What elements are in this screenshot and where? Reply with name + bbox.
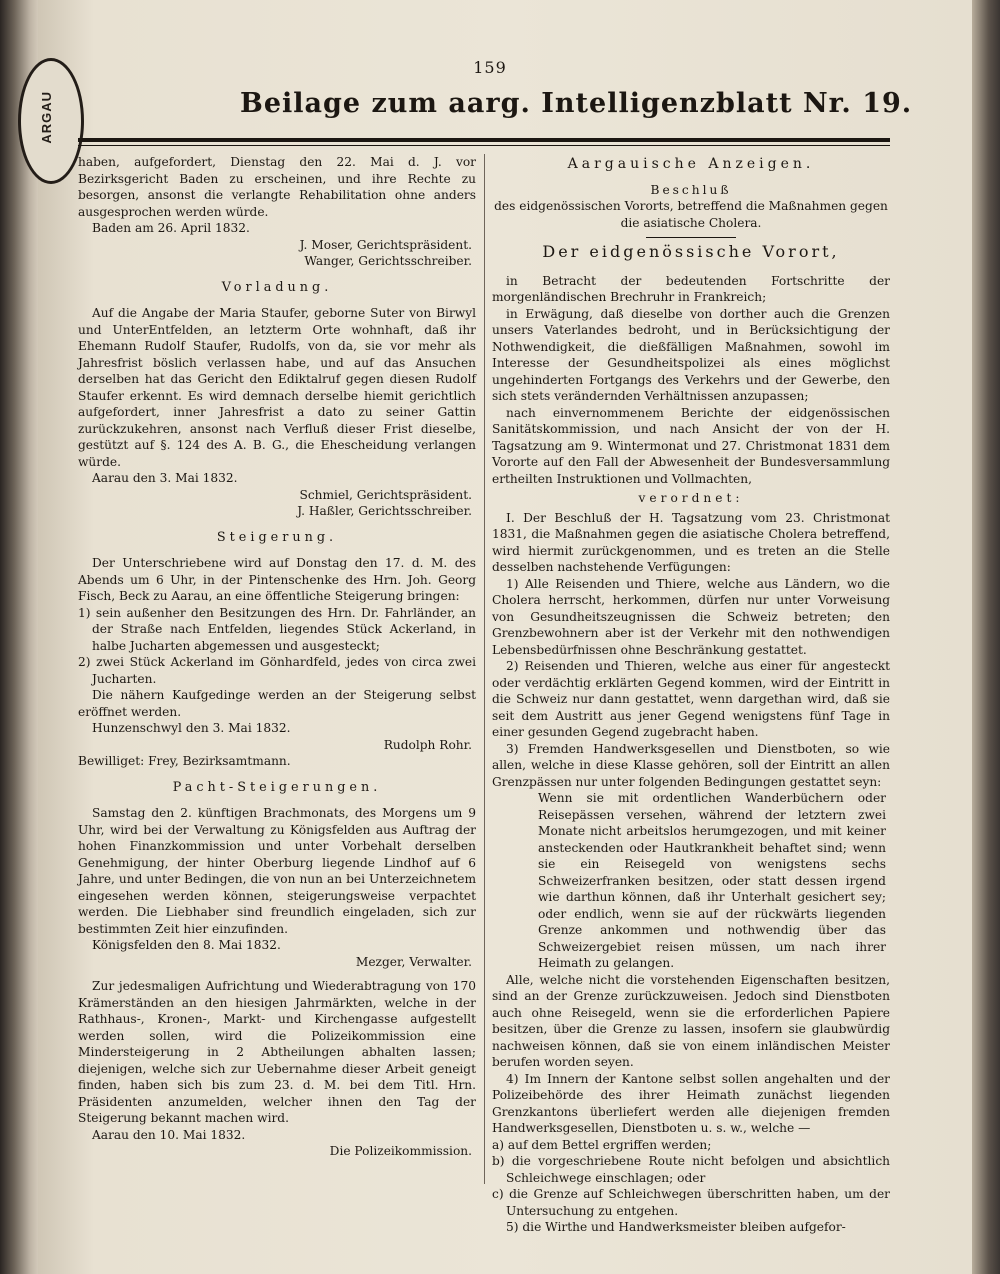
beschluss-heading: Beschluß: [650, 182, 732, 197]
vorladung-signature-1: Schmiel, Gerichtspräsident.: [299, 487, 472, 502]
right-column: [492, 154, 890, 1236]
header-rule-thin: [78, 145, 890, 146]
steigerung-heading: Steigerung.: [216, 529, 338, 545]
page-number: 159: [473, 58, 507, 77]
consideration-1: in Betracht der bedeutenden Fortschritte der morgenländischen Brechruhr in Frankreich;: [492, 273, 890, 304]
markt-date: Aarau den 10. Mai 1832.: [92, 1127, 246, 1142]
article-1-5: 5) die Wirthe und Handwerksmeister bleiben aufgefor-: [506, 1220, 846, 1234]
consideration-3: nach einvernommenem Berichte der eidgenössischen Sanitätskommission, und nach Ansicht der von der H. Tagsatzung am 9. Wintermonat und 27. Christmonat 1831 dem Vororte auf den Fall der Abwesenheit der Bundesversammlung ertheilten Instruktionen und Vollmachten,: [492, 405, 890, 486]
pacht-heading: Pacht-Steigerungen.: [172, 779, 382, 795]
article-1-1: 1) Alle Reisenden und Thiere, welche aus Ländern, wo die Cholera herrscht, herkommen, dürfen nur unter Vorweisung von Gesundheitszeugnissen die Schweiz betreten; den Grenzbewohnern aber ist der Verkehr mit den nothwendigen Lebensbedürfnissen ohne Beschränkung gestattet.: [492, 576, 890, 657]
column-divider: [484, 154, 485, 1184]
left-column: [78, 154, 476, 1160]
continued-date: Baden am 26. April 1832.: [92, 221, 250, 235]
page-title: Beilage zum aarg. Intelligenzblatt Nr. 19.: [240, 88, 913, 119]
sub-item-b: b) die vorgeschriebene Route nicht befolgen und absichtlich Schleichwege einschlagen; oder: [492, 1154, 890, 1185]
header-rule-thick: [78, 138, 890, 142]
consideration-2: in Erwägung, daß dieselbe von dorther auch die Grenzen unsers Vaterlandes bedroht, und in Berücksichtigung der Nothwendigkeit, die dießfälligen Maßnahmen, sowohl im Interesse der Gesundheitspolizei als eines möglichst ungehinderten Fortgangs des Verkehrs und der Gewerbe, den sich stets verändernden Verhältnissen anzupassen;: [492, 306, 890, 403]
library-stamp: [18, 58, 84, 184]
steigerung-signature: Rudolph Rohr.: [383, 737, 472, 752]
article-1-2: 2) Reisenden und Thieren, welche aus einer für angesteckt oder verdächtig erklärten Gegend kommen, wird der Eintritt in die Schweiz nur dann gestattet, wenn dargethan wird, daß sie seit dem Austritt aus jener Gegend wenigstens fünf Tage in einer gesunden Gegend zugebracht haben.: [492, 659, 890, 739]
stamp-text: ARGAU: [39, 91, 54, 144]
vorladung-date: Aarau den 3. Mai 1832.: [92, 471, 238, 485]
verordnet-heading: verordnet:: [638, 491, 744, 505]
book-spine: [0, 0, 40, 1274]
continued-signature-2: Wanger, Gerichtsschreiber.: [304, 254, 472, 268]
continued-signature-1: J. Moser, Gerichtspräsident.: [299, 237, 472, 252]
section-heading: Aargauische Anzeigen.: [567, 156, 815, 172]
vorladung-body: Auf die Angabe der Maria Staufer, geborne Suter von Birwyl und UnterEntfelden, an letzterm Orte wohnhaft, daß ihr Ehemann Rudolf Staufer, Rudolfs, von da, sie vor mehr als Jahresfrist böslich verlassen habe, und auf das Ansuchen derselben hat das Gericht den Ediktalruf gegen diesen Rudolf Staufer erkennt. Es wird demnach derselbe hiemit gerichtlich aufgefordert, inner Jahresfrist a dato zu seiner Gattin zurückzukehren, ansonst nach Verfluß dieser Frist dieselbe, gestützt auf §. 124 des A. B. G., die Ehescheidung verlangen würde.: [78, 306, 476, 469]
sub-item-a: a) auf dem Bettel ergriffen werden;: [492, 1137, 712, 1152]
alle-paragraph: Alle, welche nicht die vorstehenden Eigenschaften besitzen, sind an der Grenze zurückzuweisen. Jedoch sind Dienstboten auch ohne Reisegeld, wenn sie die erforderlichen Papiere besitzen, über die Grenze zu lassen, insofern sie glaubwürdig nachweisen können, daß sie von einem inländischen Meister berufen worden seyen.: [492, 972, 890, 1069]
continued-paragraph: haben, aufgefordert, Dienstag den 22. Mai d. J. vor Bezirksgericht Baden zu erscheinen, und ihre Rechte zu besorgen, ansonst die verlangte Rehabilitation ohne anders ausgesprochen werden würde.: [78, 155, 476, 219]
page-edge-shadow: [972, 0, 1000, 1274]
steigerung-note: Die nähern Kaufgedinge werden an der Steigerung selbst eröffnet werden.: [78, 688, 476, 719]
vorladung-signature-2: J. Haßler, Gerichtsschreiber.: [297, 504, 472, 518]
steigerung-intro: Der Unterschriebene wird auf Donstag den 17. d. M. des Abends um 6 Uhr, in der Pintenschenke des Hrn. Joh. Georg Fisch, Beck zu Aarau, an eine öffentliche Steigerung bringen:: [78, 556, 476, 603]
pacht-signature: Mezger, Verwalter.: [355, 954, 472, 969]
pacht-date: Königsfelden den 8. Mai 1832.: [92, 938, 281, 952]
beschluss-subtitle: des eidgenössischen Vororts, betreffend die Maßnahmen gegen die asiatische Cholera.: [494, 199, 888, 230]
pacht-body: Samstag den 2. künftigen Brachmonats, des Morgens um 9 Uhr, wird bei der Verwaltung zu Königsfelden aus Auftrag der hohen Finanzkommission und unter Vorbehalt derselben Genehmigung, der hinter Oberburg liegende Lindhof auf 6 Jahre, und unter Bedingen, die von nun an bei Unterzeichnetem eingesehen werden können, steigerungsweise verpachtet werden. Die Liebhaber sind freundlich eingeladen, sich zur bestimmten Zeit hier einzufinden.: [78, 806, 476, 936]
conditions-quote: Wenn sie mit ordentlichen Wanderbüchern oder Reisepässen versehen, während der letztern zwei Monate nicht arbeitslos herumgezogen, und mit keiner ansteckenden oder Hautkrankheit behaftet sind; wenn sie ein Reisegeld von wenigstens sechs Schweizerfranken besitzen, oder statt dessen irgend wie darthun können, daß ihr Unterhalt gesichert sey; oder endlich, wenn sie auf der rückwärts liegenden Grenze ankommen und nothwendig über das Schweizergebiet reisen müssen, um nach ihrer Heimath zu gelangen.: [538, 791, 886, 970]
markt-signature: Die Polizeikommission.: [329, 1144, 472, 1158]
steigerung-approval: Bewilliget: Frey, Bezirksamtmann.: [78, 754, 291, 768]
markt-body: Zur jedesmaligen Aufrichtung und Wiederabtragung von 170 Krämerständen an den hiesigen Jahrmärkten, welche in der Rathhaus-, Kronen-, Markt- und Kirchengasse aufgestellt werden sollen, wird die Polizeikommission eine Mindersteigerung in 2 Abtheilungen abhalten lassen; diejenigen, welche sich zur Uebernahme dieser Arbeit geneigt finden, haben sich bis zum 23. d. M. bei dem Titl. Hrn. Präsidenten anzumelden, welcher ihnen den Tag der Steigerung bekannt machen wird.: [78, 979, 476, 1125]
vorort-heading: Der eidgenössische Vorort,: [542, 242, 840, 261]
article-1-4: 4) Im Innern der Kantone selbst sollen angehalten und der Polizeibehörde des ihrer Heimath zunächst liegenden Grenzkantons überliefert werden alle diejenigen fremden Handwerksgesellen, Dienstboten u. s. w., welche —: [492, 1071, 890, 1135]
vorladung-heading: Vorladung.: [221, 279, 333, 295]
article-1-3: 3) Fremden Handwerksgesellen und Dienstboten, so wie allen, welche in diese Klasse gehören, soll der Eintritt an allen Grenzpässen nur unter folgenden Bedingungen gestattet seyn:: [492, 741, 890, 789]
steigerung-date: Hunzenschwyl den 3. Mai 1832.: [92, 721, 291, 735]
section-rule: [646, 237, 736, 238]
article-1: I. Der Beschluß der H. Tagsatzung vom 23. Christmonat 1831, die Maßnahmen gegen die asiatische Cholera betreffend, wird hiermit zurückgenommen, und es treten an die Stelle desselben nachstehende Verfügungen:: [492, 510, 890, 574]
steigerung-item-2: 2) zwei Stück Ackerland im Gönhardfeld, jedes von circa zwei Jucharten.: [78, 655, 476, 686]
steigerung-item-1: 1) sein außenher den Besitzungen des Hrn. Dr. Fahrländer, an der Straße nach Entfelden, liegendes Stück Ackerland, in halbe Jucharten abgemessen und ausgesteckt;: [78, 605, 476, 653]
sub-item-c: c) die Grenze auf Schleichwegen überschritten haben, um der Untersuchung zu entgehen.: [492, 1187, 890, 1218]
